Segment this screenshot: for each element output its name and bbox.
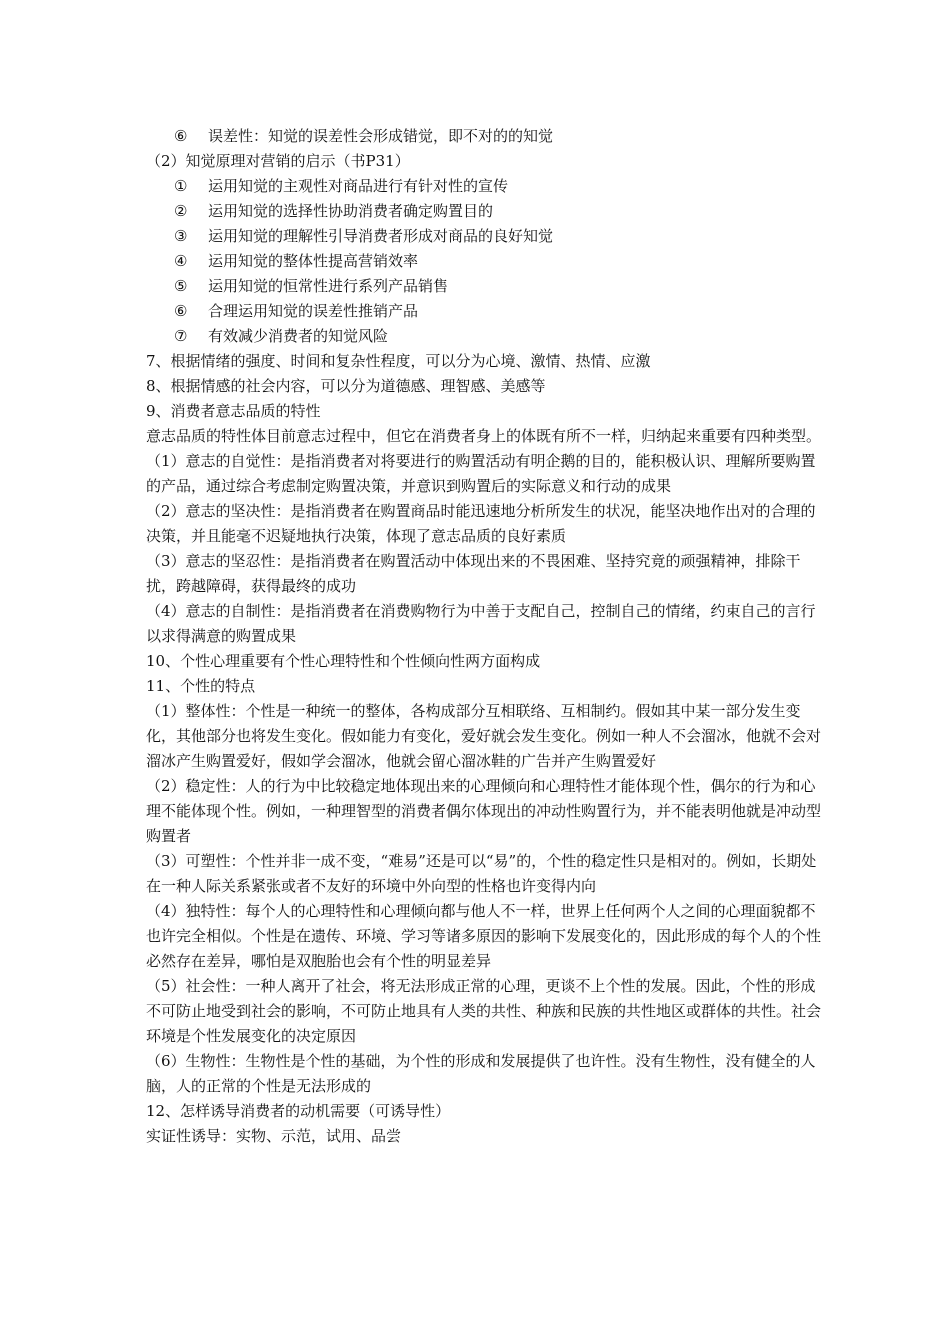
paragraph: 意志品质的特性体目前意志过程中，但它在消费者身上的体既有所不一样，归纳起来重要有四种类型。: [146, 427, 822, 445]
section-heading: 11、个性的特点: [146, 677, 256, 695]
list-text: 运用知觉的选择性协助消费者确定购置目的: [208, 202, 494, 220]
list-item: [146, 324, 826, 349]
paragraph: （1）意志的自觉性：是指消费者对将要进行的购置活动有明企鹅的目的，能积极认识、理解所要购置的产品，通过综合考虑制定购置决策，并意识到购置后的实际意义和行动的成果: [146, 452, 816, 495]
list-item: [146, 249, 826, 274]
paragraph: （6）生物性：生物性是个性的基础，为个性的形成和发展提供了也许性。没有生物性，没有健全的人脑，人的正常的个性是无法形成的: [146, 1052, 816, 1095]
paragraph: （3）可塑性：个性并非一成不变，“难易”还是可以“易”的，个性的稳定性只是相对的。例如，长期处在一种人际关系紧张或者不友好的环境中外向型的性格也许变得内向: [146, 852, 817, 895]
list-number: ⑦: [174, 327, 188, 345]
paragraph: （4）意志的自制性：是指消费者在消费购物行为中善于支配自己，控制自己的情绪，约束自己的言行以求得满意的购置成果: [146, 602, 816, 645]
list-text: 运用知觉的恒常性进行系列产品销售: [208, 277, 449, 295]
paragraph: （2）意志的坚决性：是指消费者在购置商品时能迅速地分析所发生的状况，能坚决地作出对的合理的决策，并且能毫不迟疑地执行决策，体现了意志品质的良好素质: [146, 502, 816, 545]
paragraph: （5）社会性：一种人离开了社会，将无法形成正常的心理，更谈不上个性的发展。因此，个性的形成不可防止地受到社会的影响，不可防止地具有人类的共性、种族和民族的共性地区或群体的共性。社会环境是个性发展变化的决定原因: [146, 977, 822, 1045]
list-number: ①: [174, 177, 188, 195]
list-text: 运用知觉的理解性引导消费者形成对商品的良好知觉: [208, 227, 554, 245]
document-body: [146, 124, 826, 1149]
paragraph: （2）稳定性：人的行为中比较稳定地体现出来的心理倾向和心理特性才能体现个性，偶尔的行为和心理不能体现个性。例如，一种理智型的消费者偶尔体现出的冲动性购置行为，并不能表明他就是冲动型购置者: [146, 777, 822, 845]
section-heading: 9、消费者意志品质的特性: [146, 402, 321, 420]
list-number: ③: [174, 227, 188, 245]
paragraph-item10: 10、个性心理重要有个性心理特性和个性倾向性两方面构成: [146, 652, 541, 670]
list-item: [146, 299, 826, 324]
list-number: ②: [174, 202, 188, 220]
paragraph: （3）意志的坚忍性：是指消费者在购置活动中体现出来的不畏困难、坚持究竟的顽强精神，排除干扰，跨越障碍，获得最终的成功: [146, 552, 801, 595]
paragraph: （1）整体性：个性是一种统一的整体，各构成部分互相联络、互相制约。假如其中某一部分发生变化，其他部分也将发生变化。假如能力有变化，爱好就会发生变化。例如一种人不会溜冰，他就不会对溜冰产生购置爱好，假如学会溜冰，他就会留心溜冰鞋的广告并产生购置爱好: [146, 702, 822, 770]
paragraph: 实证性诱导：实物、示范，试用、品尝: [146, 1127, 402, 1145]
paragraph-item7: 7、根据情绪的强度、时间和复杂性程度，可以分为心境、激情、热情、应激: [146, 352, 651, 370]
list-number: ⑥: [174, 127, 188, 145]
list-item: [146, 124, 826, 149]
list-item: [146, 174, 826, 199]
paragraph-item8: 8、根据情感的社会内容，可以分为道德感、理智感、美感等: [146, 377, 546, 395]
list-item: [146, 199, 826, 224]
section-heading: 12、怎样诱导消费者的动机需要（可诱导性）: [146, 1102, 451, 1120]
list-item: [146, 224, 826, 249]
section-heading: （2）知觉原理对营销的启示（书P31）: [146, 152, 410, 170]
paragraph: （4）独特性：每个人的心理特性和心理倾向都与他人不一样，世界上任何两个人之间的心理面貌都不也许完全相似。个性是在遗传、环境、学习等诸多原因的影响下发展变化的，因此形成的每个人的个性必然存在差异，哪怕是双胞胎也会有个性的明显差异: [146, 902, 822, 970]
list-number: ⑤: [174, 277, 188, 295]
list-text: 运用知觉的主观性对商品进行有针对性的宣传: [208, 177, 509, 195]
list-text: 运用知觉的整体性提高营销效率: [208, 252, 419, 270]
list-number: ⑥: [174, 302, 188, 320]
list-text: 误差性：知觉的误差性会形成错觉，即不对的的知觉: [208, 127, 554, 145]
list-text: 合理运用知觉的误差性推销产品: [208, 302, 419, 320]
list-item: [146, 274, 826, 299]
list-number: ④: [174, 252, 188, 270]
list-text: 有效减少消费者的知觉风险: [208, 327, 389, 345]
